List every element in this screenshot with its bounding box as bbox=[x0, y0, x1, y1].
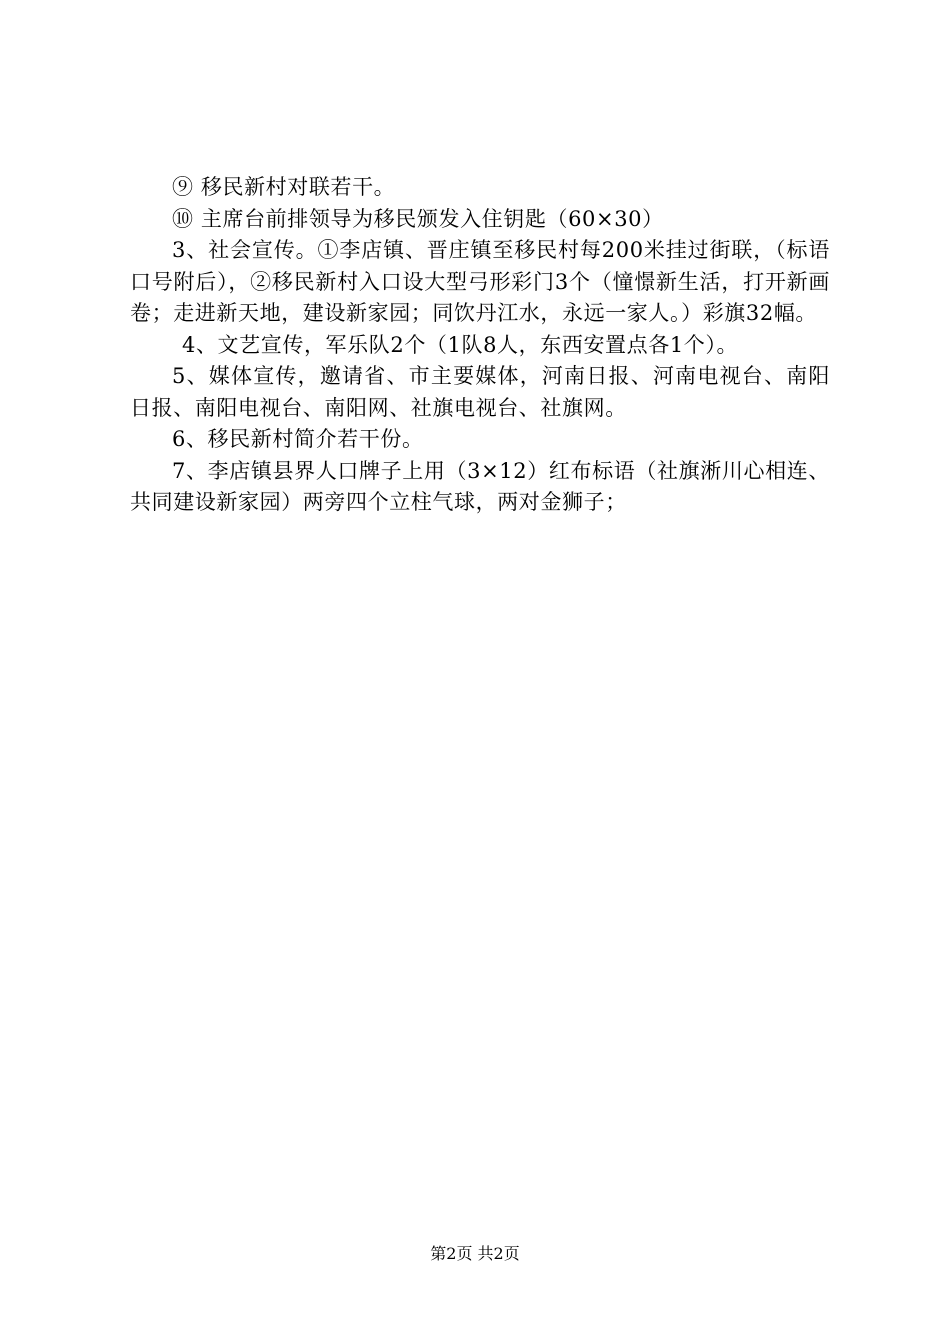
paragraph-item-10: ⑩ 主席台前排领导为移民颁发入住钥匙（60×30） bbox=[172, 206, 664, 231]
document-body bbox=[130, 172, 830, 519]
paragraph-social-publicity: 3、社会宣传。①李店镇、晋庄镇至移民村每200米挂过街联，（标语口号附后），②移民新村入口设大型弓形彩门3个（憧憬新生活，打开新画卷；走进新天地，建设新家园；同饮丹江水，永远一家人。）彩旗32幅。 bbox=[130, 238, 830, 325]
paragraph-county-sign-banner: 7、李店镇县界人口牌子上用（3×12）红布标语（社旗淅川心相连、共同建设新家园）两旁四个立柱气球，两对金狮子； bbox=[130, 458, 830, 514]
page-number-footer: 第2页 共2页 bbox=[430, 1244, 520, 1263]
paragraph-arts-publicity: 4、文艺宣传，军乐队2个（1队8人，东西安置点各1个）。 bbox=[182, 332, 739, 357]
paragraph-item-9: ⑨ 移民新村对联若干。 bbox=[172, 175, 396, 199]
paragraph-village-brochure: 6、移民新村简介若干份。 bbox=[172, 427, 424, 451]
paragraph-media-publicity: 5、媒体宣传，邀请省、市主要媒体，河南日报、河南电视台、南阳日报、南阳电视台、南阳网、社旗电视台、社旗网。 bbox=[130, 364, 830, 420]
